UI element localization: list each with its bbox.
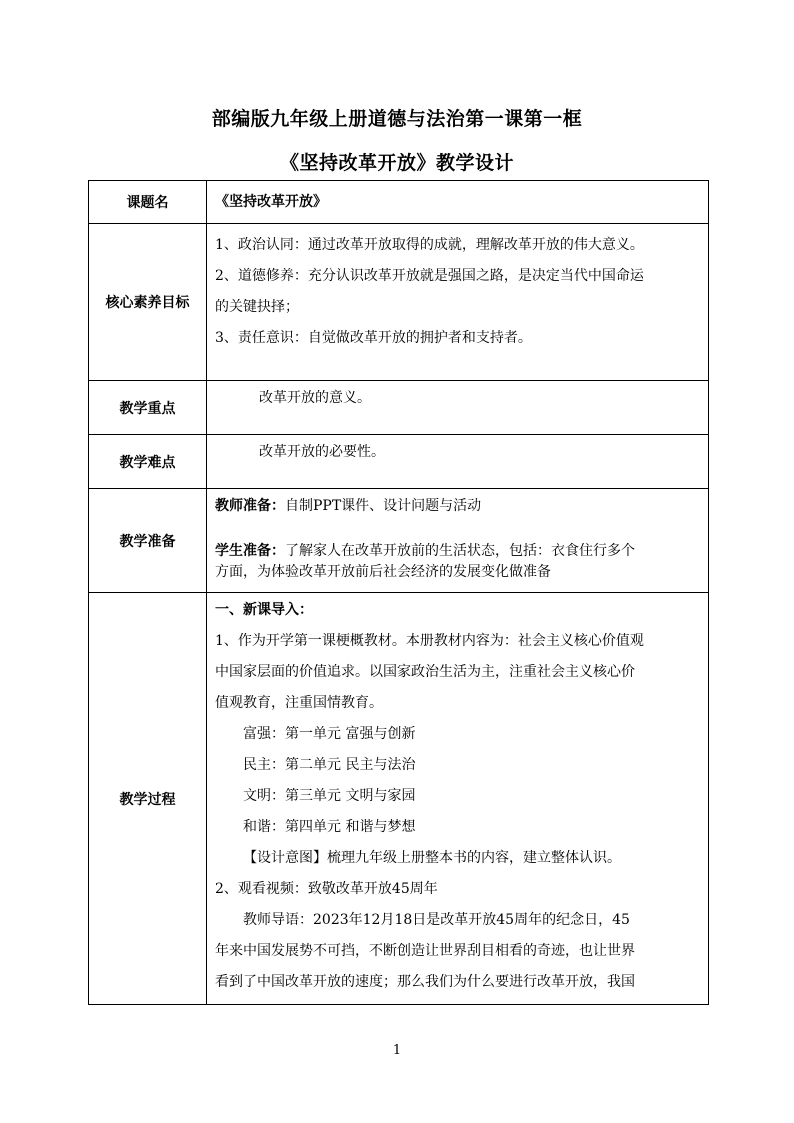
row-prep <box>89 489 709 593</box>
teacher-prep-text: 自制PPT课件、设计问题与活动 <box>285 498 482 514</box>
section-heading: 一、新课导入： <box>215 602 313 618</box>
student-prep-label: 学生准备： <box>215 543 285 559</box>
lesson-plan-table <box>88 180 709 1005</box>
goals-cell <box>207 224 709 381</box>
student-prep <box>215 541 702 562</box>
video-line: 2、观看视频：致敬改革开放45周年 <box>215 881 438 897</box>
topic-cell <box>207 181 709 224</box>
goals-label: 核心素养目标 <box>89 224 207 381</box>
document-title: 部编版九年级上册道德与法治第一课第一框 <box>211 108 583 130</box>
prep-label: 教学准备 <box>89 489 207 593</box>
goal-line-4: 3、责任意识：自觉做改革开放的拥护者和支持者。 <box>215 330 532 346</box>
topic-label: 课题名 <box>89 181 207 224</box>
intro-line-2: 中国家层面的价值追求。以国家政治生活为主，注重社会主义核心价 <box>215 664 635 680</box>
student-prep-text: 了解家人在改革开放前的生活状态，包括：衣食住行多个 <box>285 543 635 559</box>
row-topic <box>89 181 709 224</box>
guide-line-3: 看到了中国改革开放的速度；那么我们为什么要进行改革开放，我国 <box>215 974 635 990</box>
guide-line-2: 年来中国发展势不可挡，不断创造让世界刮目相看的奇迹，也让世界 <box>215 943 635 959</box>
unit-item: 民主：第二单元 民主与法治 <box>243 757 416 773</box>
page-number: 1 <box>392 1043 402 1058</box>
process-cell <box>207 593 709 1005</box>
focus-label: 教学重点 <box>89 381 207 435</box>
unit-item: 富强：第一单元 富强与创新 <box>243 726 416 742</box>
row-goals <box>89 224 709 381</box>
goal-line-1: 1、政治认同：通过改革开放取得的成就，理解改革开放的伟大意义。 <box>215 237 644 253</box>
difficulty-cell <box>207 435 709 489</box>
prep-cell <box>207 489 709 593</box>
design-intent: 【设计意图】梳理九年级上册整本书的内容，建立整体认识。 <box>243 850 621 866</box>
document-subtitle: 《坚持改革开放》教学设计 <box>279 152 514 174</box>
focus-value: 改革开放的意义。 <box>259 390 371 406</box>
row-process <box>89 593 709 1005</box>
difficulty-value: 改革开放的必要性。 <box>259 444 385 460</box>
goal-line-3: 的关键抉择； <box>215 299 299 315</box>
intro-line-1: 1、作为开学第一课梗概教材。本册教材内容为：社会主义核心价值观 <box>215 633 644 649</box>
guide-line-1: 教师导语：2023年12月18日是改革开放45周年的纪念日，45 <box>243 912 630 928</box>
row-focus <box>89 381 709 435</box>
row-difficulty <box>89 435 709 489</box>
process-label: 教学过程 <box>89 593 207 1005</box>
unit-item: 和谐：第四单元 和谐与梦想 <box>243 819 416 835</box>
difficulty-label: 教学难点 <box>89 435 207 489</box>
focus-cell <box>207 381 709 435</box>
teacher-prep <box>215 495 702 517</box>
intro-line-3: 值观教育，注重国情教育。 <box>215 695 383 711</box>
unit-item: 文明：第三单元 文明与家园 <box>243 788 416 804</box>
student-prep-cont: 方面，为体验改革开放前后社会经济的发展变化做准备 <box>215 564 551 580</box>
topic-value: 《坚持改革开放》 <box>215 194 327 210</box>
teacher-prep-label: 教师准备： <box>215 498 285 514</box>
goal-line-2: 2、道德修养：充分认识改革开放就是强国之路，是决定当代中国命运 <box>215 268 644 284</box>
